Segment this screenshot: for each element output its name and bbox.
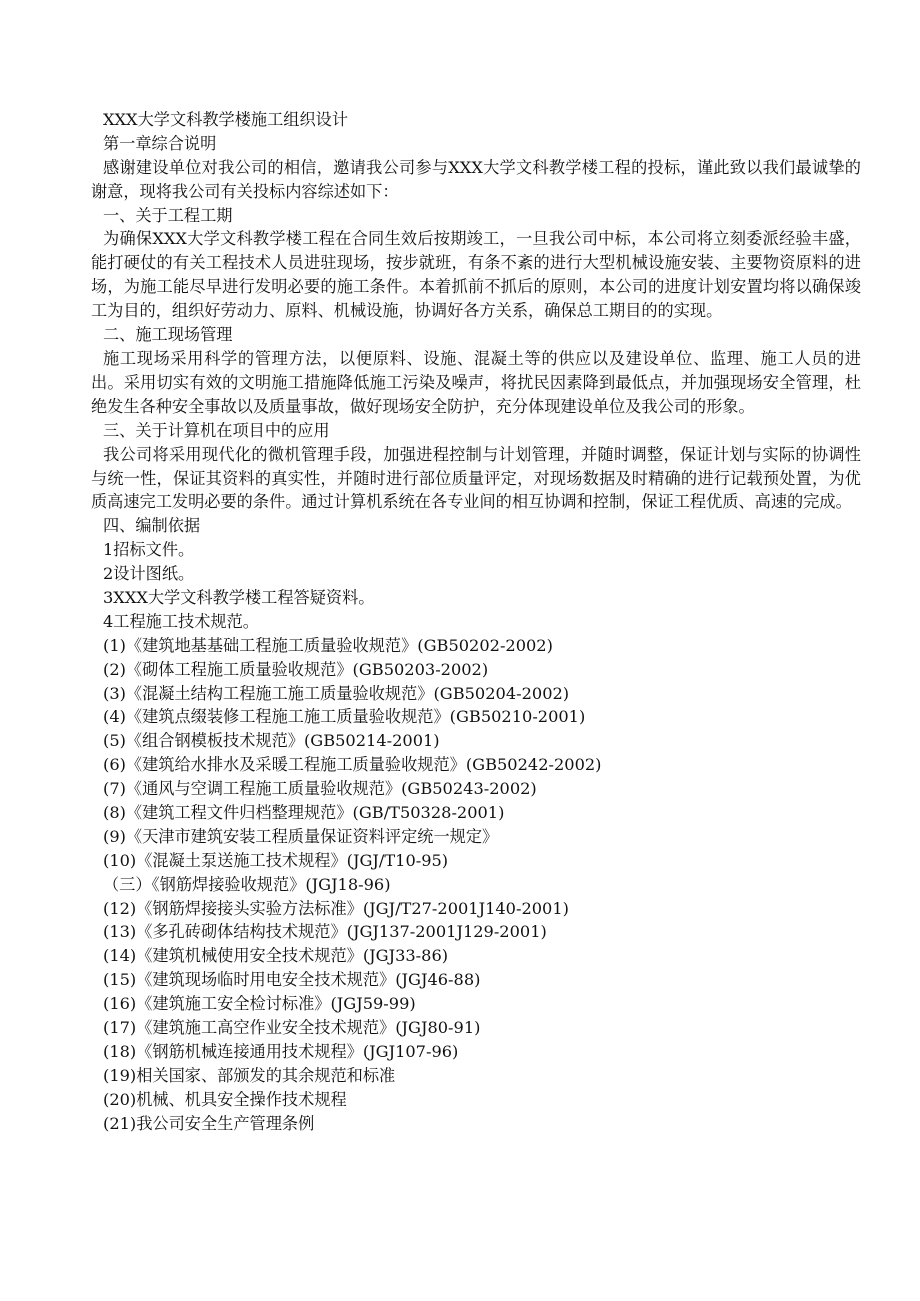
list-item: (15)《建筑现场临时用电安全技术规范》(JGJ46-88): [103, 970, 481, 990]
list-item: (8)《建筑工程文件归档整理规范》(GB/T50328-2001): [103, 803, 505, 823]
list-item: 4工程施工技术规范。: [103, 611, 259, 631]
section-body-computer: [91, 443, 861, 515]
section-heading-basis: 四、编制依据: [103, 516, 201, 536]
list-item: (10)《混凝土泵送施工技术规程》(JGJ/T10-95): [103, 850, 449, 870]
list-item: (21)我公司安全生产管理条例: [103, 1113, 315, 1133]
document-body: [91, 108, 861, 1135]
list-item: (4)《建筑点缀装修工程施工施工质量验收规范》(GB50210-2001): [103, 707, 586, 727]
list-item: (16)《建筑施工安全检讨标准》(JGJ59-99): [103, 994, 416, 1014]
intro-paragraph: [91, 156, 861, 204]
list-item: (18)《钢筋机械连接通用技术规程》(JGJ107-96): [103, 1041, 459, 1061]
section-body-schedule: [91, 227, 861, 323]
list-item: 3XXX大学文科教学楼工程答疑资料。: [103, 588, 375, 607]
list-item: 1招标文件。: [103, 540, 195, 560]
document-title: XXX大学文科教学楼施工组织设计: [103, 110, 349, 129]
list-item: (3)《混凝土结构工程施工施工质量验收规范》(GB50204-2002): [103, 683, 570, 703]
basis-list: [91, 538, 861, 1135]
section-heading-schedule: 一、关于工程工期: [103, 205, 233, 225]
section-text: 我公司将采用现代化的微机管理手段，加强进程控制与计划管理，并随时调整，保证计划与实际的协调性与统一性，保证其资料的真实性，并随时进行部位质量评定，对现场数据及时精确的进行记载预处置，为优质高速完工发明必要的条件。通过计算机系统在各专业间的相互协调和控制，保证工程优质、高速的完成。: [91, 444, 861, 512]
list-item: (17)《建筑施工高空作业安全技术规范》(JGJ80-91): [103, 1018, 481, 1038]
list-item: (14)《建筑机械使用安全技术规范》(JGJ33-86): [103, 946, 449, 966]
list-item: (19)相关国家、部颁发的其余规范和标准: [103, 1065, 396, 1085]
intro-text: 感谢建设单位对我公司的相信，邀请我公司参与XXX大学文科教学楼工程的投标，谨此致以我们最诚挚的谢意，现将我公司有关投标内容综述如下：: [91, 157, 861, 201]
list-item: (6)《建筑给水排水及采暖工程施工质量验收规范》(GB50242-2002): [103, 755, 602, 775]
list-item: (20)机械、机具安全操作技术规程: [103, 1089, 347, 1109]
list-item: (9)《天津市建筑安装工程质量保证资料评定统一规定》: [103, 826, 499, 846]
list-item: (5)《组合钢模板技术规范》(GB50214-2001): [103, 731, 440, 751]
chapter-heading: 第一章综合说明: [103, 133, 217, 153]
list-item: (7)《通风与空调工程施工质量验收规范》(GB50243-2002): [103, 779, 537, 799]
list-item: (12)《钢筋焊接接头实验方法标准》(JGJ/T27-2001J140-2001): [103, 898, 569, 918]
list-item: (2)《砌体工程施工质量验收规范》(GB50203-2002): [103, 659, 489, 679]
list-item: （三）《钢筋焊接验收规范》(JGJ18-96): [103, 874, 391, 894]
section-body-site: [91, 347, 861, 419]
list-item: (13)《多孔砖砌体结构技术规范》(JGJ137-2001J129-2001): [103, 922, 547, 942]
section-heading-computer: 三、关于计算机在项目中的应用: [103, 420, 330, 440]
section-text: 为确保XXX大学文科教学楼工程在合同生效后按期竣工，一旦我公司中标，本公司将立刻委派经验丰盛，能打硬仗的有关工程技术人员进驻现场，按步就班，有条不紊的进行大型机械设施安装、主要物资原料的进场，为施工能尽早进行发明必要的施工条件。本着抓前不抓后的原则，本公司的进度计划安置均将以确保竣工为目的，组织好劳动力、原料、机械设施，协调好各方关系，确保总工期目的的实现。: [91, 229, 861, 321]
section-text: 施工现场采用科学的管理方法，以便原料、设施、混凝土等的供应以及建设单位、监理、施工人员的进出。采用切实有效的文明施工措施降低施工污染及噪声，将扰民因素降到最低点，并加强现场安全管理，杜绝发生各种安全事故以及质量事故，做好现场安全防护，充分体现建设单位及我公司的形象。: [91, 349, 861, 416]
section-heading-site: 二、施工现场管理: [103, 325, 233, 345]
list-item: (1)《建筑地基基础工程施工质量验收规范》(GB50202-2002): [103, 635, 553, 655]
list-item: 2设计图纸。: [103, 564, 195, 584]
